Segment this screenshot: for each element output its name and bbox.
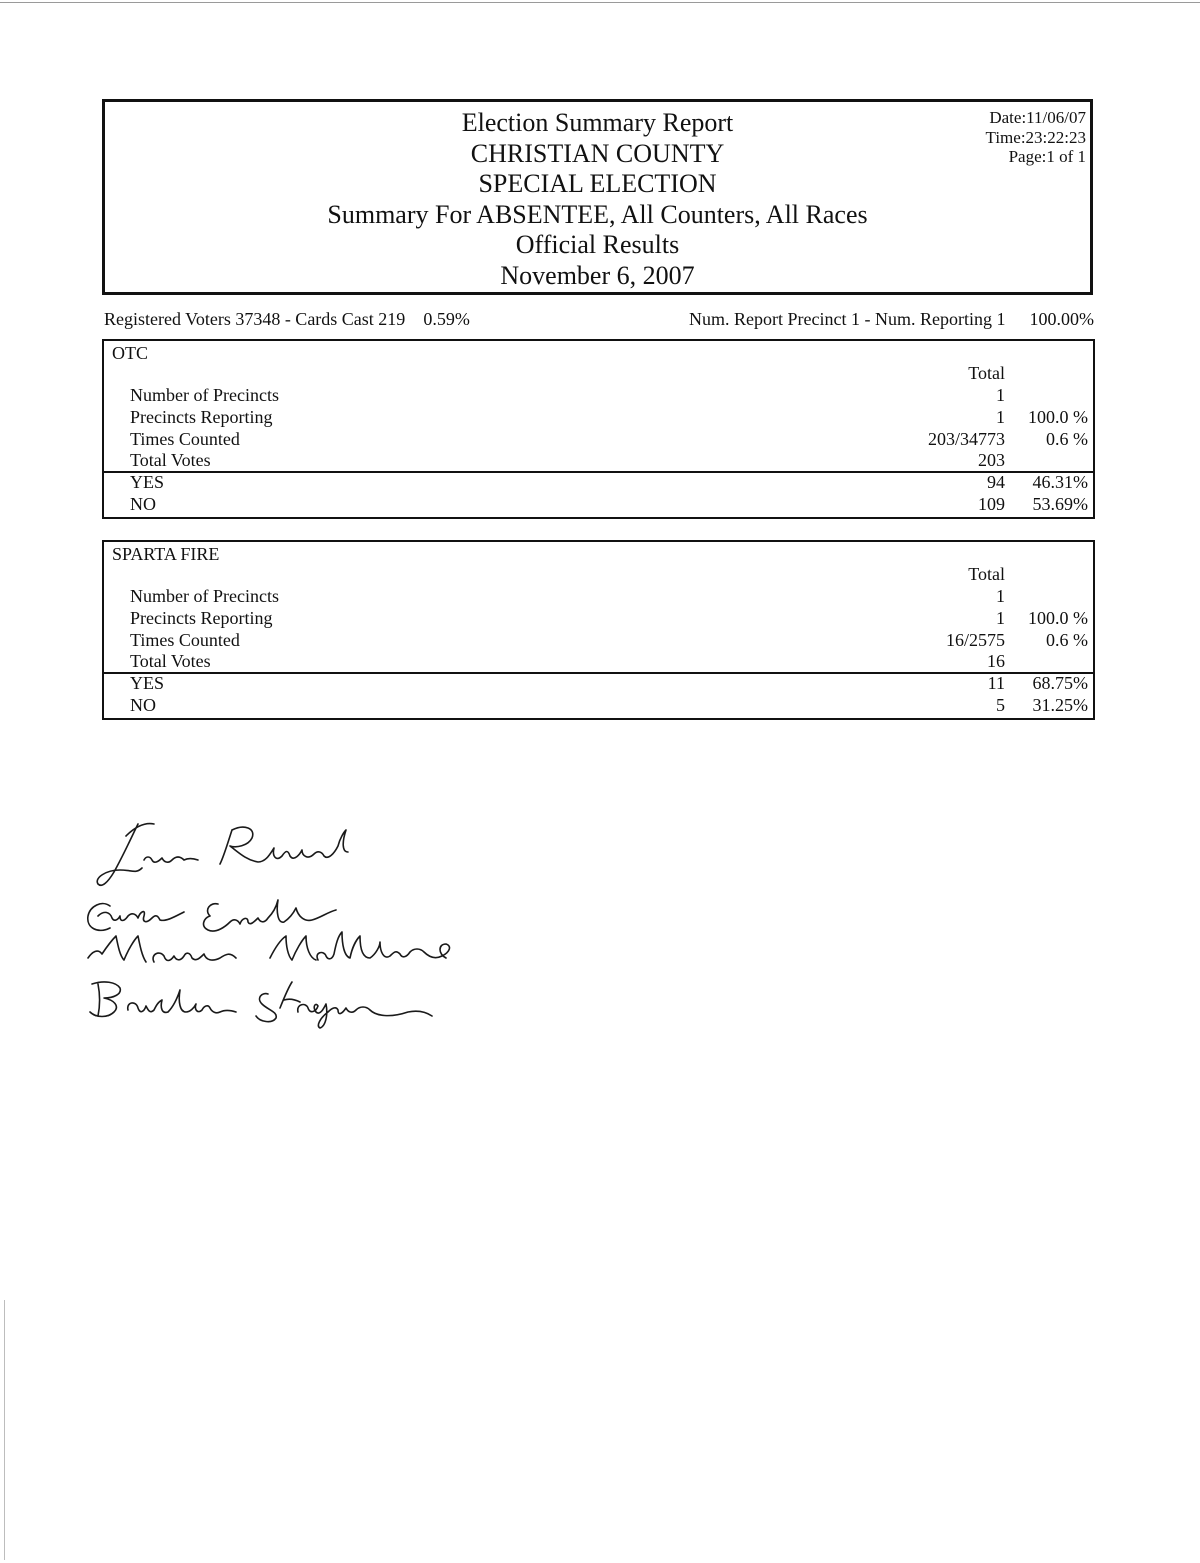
scan-edge-top <box>0 2 1200 3</box>
stat-label: Precincts Reporting <box>130 406 273 427</box>
choice-label: YES <box>130 673 165 694</box>
choice-label: NO <box>130 694 156 715</box>
signature-3 <box>88 932 449 962</box>
signature-2 <box>88 900 336 931</box>
registered-voters-line <box>104 309 470 329</box>
registered-voters-text: Registered Voters 37348 - Cards Cast 219 <box>104 309 406 329</box>
election-date: November 6, 2007 <box>500 260 695 290</box>
stat-label: Times Counted <box>130 428 240 449</box>
choice-row-no <box>104 695 1093 717</box>
total-column-header: Total <box>968 363 1005 383</box>
precincts-reporting-percent: 100.00% <box>1029 309 1094 329</box>
race-rows <box>104 586 1093 717</box>
report-title: Election Summary Report <box>461 108 734 137</box>
stat-percent: 100.0 % <box>1028 607 1088 628</box>
choice-percent: 31.25% <box>1032 694 1088 715</box>
stat-label: Total Votes <box>130 651 211 672</box>
choice-votes: 11 <box>987 673 1005 694</box>
stat-row-times-counted <box>104 630 1093 652</box>
stat-value: 16/2575 <box>945 629 1005 650</box>
stat-row-number-of-precincts <box>104 385 1093 407</box>
total-column-header: Total <box>968 564 1005 584</box>
stat-label: Times Counted <box>130 629 240 650</box>
choice-row-yes <box>104 472 1093 494</box>
signature-block <box>80 812 480 1032</box>
precincts-reporting-line <box>689 309 1094 329</box>
stat-value: 1 <box>996 586 1005 606</box>
signature-4 <box>90 982 432 1028</box>
race-title: OTC <box>112 343 148 363</box>
choice-percent: 53.69% <box>1032 493 1088 514</box>
stat-percent: 0.6 % <box>1046 428 1088 449</box>
stat-value: 203 <box>978 450 1005 471</box>
choice-percent: 46.31% <box>1032 472 1088 493</box>
report-header <box>102 99 1093 295</box>
stat-row-precincts-reporting <box>104 608 1093 630</box>
stat-label: Total Votes <box>130 450 211 471</box>
summary-scope: Summary For ABSENTEE, All Counters, All Races <box>327 199 868 229</box>
stat-percent: 100.0 % <box>1028 406 1088 427</box>
choice-label: NO <box>130 493 156 514</box>
signature-1 <box>97 824 348 886</box>
report-date: Date:11/06/07 <box>989 108 1086 127</box>
precincts-reporting-text: Num. Report Precinct 1 - Num. Reporting 1 <box>689 309 1006 329</box>
stat-value: 1 <box>996 406 1005 427</box>
stat-label: Number of Precincts <box>130 586 279 606</box>
choice-votes: 94 <box>987 472 1005 493</box>
stat-value: 16 <box>987 651 1005 672</box>
header-titles <box>105 108 1090 291</box>
race-box-otc <box>102 339 1095 519</box>
stat-value: 1 <box>996 385 1005 405</box>
scan-edge-left <box>4 1300 5 1560</box>
choice-label: YES <box>130 472 165 493</box>
results-status: Official Results <box>515 230 680 259</box>
stat-percent: 0.6 % <box>1046 629 1088 650</box>
choice-row-yes <box>104 673 1093 695</box>
race-box-sparta-fire <box>102 540 1095 720</box>
choice-votes: 5 <box>996 694 1005 715</box>
election-name: SPECIAL ELECTION <box>478 169 717 198</box>
stat-label: Number of Precincts <box>130 385 279 405</box>
choice-votes: 109 <box>978 493 1005 514</box>
header-meta <box>986 108 1086 167</box>
race-title: SPARTA FIRE <box>112 544 220 564</box>
stat-row-total-votes <box>104 450 1093 472</box>
stat-row-number-of-precincts <box>104 586 1093 608</box>
stat-row-times-counted <box>104 429 1093 451</box>
county-name: CHRISTIAN COUNTY <box>470 138 725 168</box>
stat-label: Precincts Reporting <box>130 607 273 628</box>
cards-cast-percent: 0.59% <box>423 309 470 329</box>
choice-percent: 68.75% <box>1032 673 1088 694</box>
stat-value: 1 <box>996 607 1005 628</box>
choice-row-no <box>104 494 1093 516</box>
page-number: Page:1 of 1 <box>1008 147 1086 166</box>
stat-value: 203/34773 <box>927 428 1005 449</box>
race-rows <box>104 385 1093 516</box>
stat-row-total-votes <box>104 651 1093 673</box>
stat-row-precincts-reporting <box>104 407 1093 429</box>
report-time: Time:23:22:23 <box>985 127 1086 147</box>
